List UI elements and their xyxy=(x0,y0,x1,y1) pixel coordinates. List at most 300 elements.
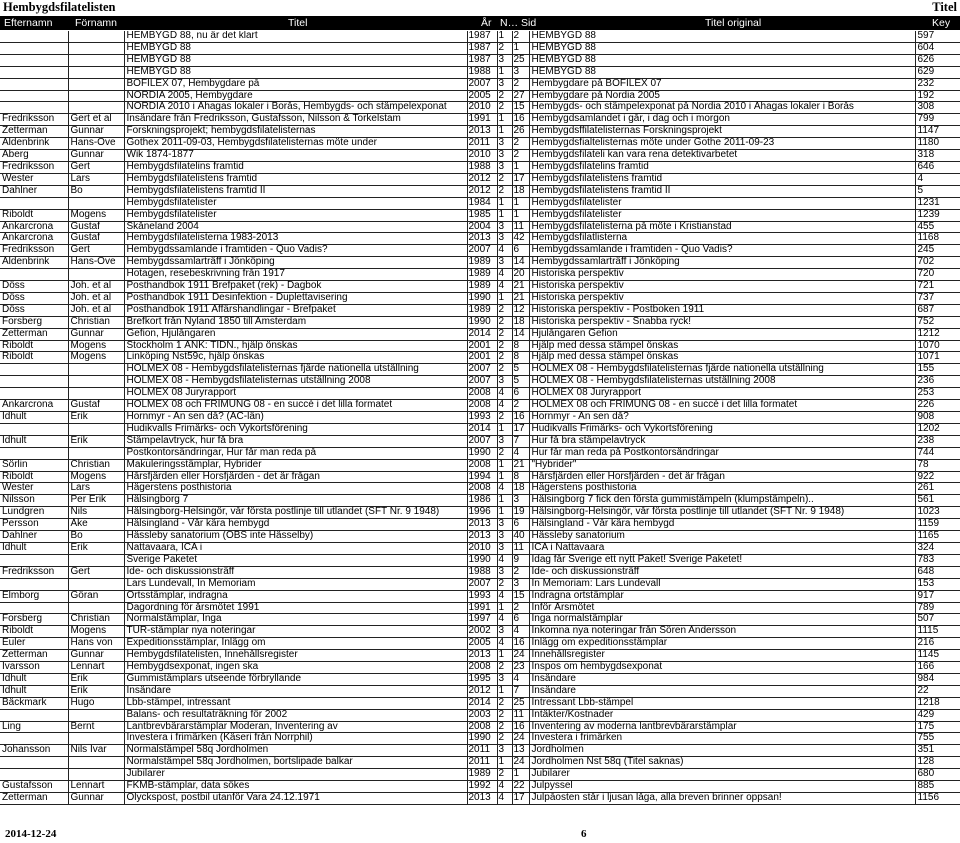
cell-titel: Hornmyr - An sen då? (AC-län) xyxy=(124,412,467,424)
publication-title: Hembygdsfilatelisten xyxy=(3,0,116,14)
cell-titel-original: Hudikvalls Frimärks- och Vykortsförening xyxy=(529,423,915,435)
cell-titel-original: Innehållsregister xyxy=(529,650,915,662)
cell-sid: 26 xyxy=(512,126,529,138)
cell-fornamn: Erik xyxy=(68,435,124,447)
cell-sid: 16 xyxy=(512,114,529,126)
cell-fornamn: Joh. et al xyxy=(68,281,124,293)
cell-ar: 2013 xyxy=(467,793,497,805)
cell-key: 22 xyxy=(915,685,960,697)
cell-ar: 1990 xyxy=(467,733,497,745)
cell-ar: 1993 xyxy=(467,412,497,424)
cell-sid: 40 xyxy=(512,531,529,543)
cell-efternamn: Zetterman xyxy=(0,328,68,340)
table-row xyxy=(0,423,960,435)
cell-fornamn: Hans-Ove xyxy=(68,257,124,269)
cell-titel-original: Inför Årsmötet xyxy=(529,602,915,614)
cell-titel-original: Historiska perspektiv xyxy=(529,292,915,304)
cell-efternamn: Ankarcrona xyxy=(0,221,68,233)
col-header-efternamn: Efternamn xyxy=(4,17,53,29)
cell-nummer: 1 xyxy=(497,650,512,662)
table-row xyxy=(0,352,960,364)
table-row xyxy=(0,245,960,257)
cell-titel-original: Hälsingborg-Helsingör, vår första postlinje till utlandet (SFT Nr. 9 1948) xyxy=(529,507,915,519)
cell-nummer: 4 xyxy=(497,245,512,257)
cell-fornamn: Bernt xyxy=(68,721,124,733)
cell-ar: 1990 xyxy=(467,554,497,566)
cell-fornamn: Erik xyxy=(68,673,124,685)
cell-titel: Skåneland 2004 xyxy=(124,221,467,233)
cell-titel: HEMBYGD 88 xyxy=(124,42,467,54)
cell-titel-original: Jordholmen Nst 58q (Titel saknas) xyxy=(529,757,915,769)
cell-ar: 2012 xyxy=(467,173,497,185)
table-row xyxy=(0,697,960,709)
cell-sid: 20 xyxy=(512,269,529,281)
cell-efternamn: Zetterman xyxy=(0,793,68,805)
cell-titel-original: Hembygdsfilatelistens framtid II xyxy=(529,185,915,197)
cell-fornamn xyxy=(68,78,124,90)
cell-fornamn: Joh. et al xyxy=(68,304,124,316)
table-row xyxy=(0,685,960,697)
cell-nummer: 3 xyxy=(497,745,512,757)
cell-fornamn: Åke xyxy=(68,519,124,531)
cell-sid: 1 xyxy=(512,197,529,209)
cell-nummer: 1 xyxy=(497,66,512,78)
cell-titel: Hårsfjärden eller Horsfjärden - det är frågan xyxy=(124,471,467,483)
cell-titel: HEMBYGD 88 xyxy=(124,54,467,66)
cell-nummer: 3 xyxy=(497,435,512,447)
cell-titel: TUR-stämplar nya noteringar xyxy=(124,626,467,638)
cell-ar: 1987 xyxy=(467,54,497,66)
table-row xyxy=(0,126,960,138)
cell-efternamn: Idhult xyxy=(0,673,68,685)
cell-sid: 21 xyxy=(512,459,529,471)
cell-key: 885 xyxy=(915,781,960,793)
cell-key: 1070 xyxy=(915,340,960,352)
table-row xyxy=(0,435,960,447)
col-header-key: Key xyxy=(932,17,951,29)
cell-sid: 14 xyxy=(512,328,529,340)
cell-titel: Gummistämplars utseende förbryllande xyxy=(124,673,467,685)
cell-fornamn: Bo xyxy=(68,185,124,197)
cell-titel-original: Hjulångaren Gefion xyxy=(529,328,915,340)
cell-titel-original: Hembygdsfilatlisterna xyxy=(529,233,915,245)
table-row xyxy=(0,281,960,293)
cell-titel-original: Hembygdsfilatelister xyxy=(529,209,915,221)
cell-fornamn: Mogens xyxy=(68,352,124,364)
cell-nummer: 3 xyxy=(497,161,512,173)
cell-fornamn: Gustaf xyxy=(68,233,124,245)
cell-titel: Investera i frimärken (Käseri från Norrphil) xyxy=(124,733,467,745)
cell-ar: 1987 xyxy=(467,31,497,42)
cell-efternamn: Idhult xyxy=(0,542,68,554)
cell-key: 917 xyxy=(915,590,960,602)
cell-ar: 2013 xyxy=(467,126,497,138)
page-number: 6 xyxy=(581,828,587,840)
cell-titel-original: In Memoriam: Lars Lundevall xyxy=(529,578,915,590)
cell-efternamn: Forsberg xyxy=(0,316,68,328)
cell-ar: 2013 xyxy=(467,650,497,662)
cell-efternamn: Döss xyxy=(0,304,68,316)
cell-sid: 1 xyxy=(512,42,529,54)
cell-key: 1218 xyxy=(915,697,960,709)
cell-titel-original: Hembygdsffilatelisternas Forskningsprojekt xyxy=(529,126,915,138)
cell-ar: 1990 xyxy=(467,292,497,304)
table-row xyxy=(0,376,960,388)
cell-fornamn: Christian xyxy=(68,614,124,626)
cell-efternamn xyxy=(0,447,68,459)
cell-key: 166 xyxy=(915,662,960,674)
col-header-titel: Titel xyxy=(288,17,308,29)
cell-titel-original: Hembygdsfilatelister xyxy=(529,197,915,209)
cell-efternamn xyxy=(0,709,68,721)
cell-fornamn: Erik xyxy=(68,685,124,697)
cell-sid: 25 xyxy=(512,697,529,709)
cell-sid: 17 xyxy=(512,423,529,435)
cell-titel: Lantbrevbärarstämplar Moderan, Inventering av xyxy=(124,721,467,733)
cell-ar: 1988 xyxy=(467,66,497,78)
cell-titel-original: Hälsingland - Vår kära hembygd xyxy=(529,519,915,531)
cell-efternamn: Fredriksson xyxy=(0,566,68,578)
cell-titel: Gefion, Hjulångaren xyxy=(124,328,467,340)
cell-titel-original: HEMBYGD 88 xyxy=(529,31,915,42)
cell-titel: Stockholm 1 ÄNK: TIDN., hjälp önskas xyxy=(124,340,467,352)
cell-fornamn xyxy=(68,757,124,769)
cell-sid: 2 xyxy=(512,78,529,90)
cell-efternamn: Nilsson xyxy=(0,495,68,507)
cell-ar: 1995 xyxy=(467,673,497,685)
cell-titel: Hembygdsfilatelisterna 1983-2013 xyxy=(124,233,467,245)
cell-nummer: 1 xyxy=(497,209,512,221)
cell-efternamn xyxy=(0,602,68,614)
cell-key: 1156 xyxy=(915,793,960,805)
cell-key: 680 xyxy=(915,769,960,781)
cell-efternamn: Dahlner xyxy=(0,531,68,543)
cell-sid: 3 xyxy=(512,578,529,590)
table-row xyxy=(0,495,960,507)
cell-fornamn xyxy=(68,578,124,590)
cell-titel: Ide- och diskussionsträff xyxy=(124,566,467,578)
cell-efternamn xyxy=(0,90,68,102)
cell-fornamn: Gert xyxy=(68,566,124,578)
cell-efternamn: Fredriksson xyxy=(0,161,68,173)
table-row xyxy=(0,650,960,662)
cell-efternamn xyxy=(0,42,68,54)
cell-fornamn xyxy=(68,709,124,721)
cell-fornamn: Gert et al xyxy=(68,114,124,126)
cell-titel-original: "Hybrider" xyxy=(529,459,915,471)
cell-titel: Postkontorsändringar, Hur får man reda på xyxy=(124,447,467,459)
cell-key: 752 xyxy=(915,316,960,328)
cell-fornamn: Mogens xyxy=(68,626,124,638)
cell-fornamn xyxy=(68,102,124,114)
cell-nummer: 1 xyxy=(497,31,512,42)
cell-sid: 21 xyxy=(512,281,529,293)
col-header-nummer: N… xyxy=(500,17,519,29)
cell-titel-original: Historiska perspektiv - Postboken 1911 xyxy=(529,304,915,316)
table-row xyxy=(0,554,960,566)
cell-fornamn xyxy=(68,269,124,281)
cell-sid: 4 xyxy=(512,626,529,638)
cell-titel-original: Indragna ortstämplar xyxy=(529,590,915,602)
table-row xyxy=(0,138,960,150)
cell-fornamn: Christian xyxy=(68,459,124,471)
table-row xyxy=(0,793,960,805)
cell-nummer: 2 xyxy=(497,185,512,197)
cell-titel: Hotagen, resebeskrivning från 1917 xyxy=(124,269,467,281)
cell-key: 1168 xyxy=(915,233,960,245)
cell-titel: NORDIA 2005, Hembygdare xyxy=(124,90,467,102)
table-row xyxy=(0,721,960,733)
cell-titel-original: ICA i Nattavaara xyxy=(529,542,915,554)
cell-titel-original: Intäkter/Kostnader xyxy=(529,709,915,721)
cell-titel: Hembygdsfilatelisten, Innehållsregister xyxy=(124,650,467,662)
cell-titel: FKMB-stämplar, data sökes xyxy=(124,781,467,793)
cell-key: 721 xyxy=(915,281,960,293)
cell-efternamn: Ling xyxy=(0,721,68,733)
cell-key: 192 xyxy=(915,90,960,102)
cell-efternamn xyxy=(0,78,68,90)
cell-key: 78 xyxy=(915,459,960,471)
col-header-ar: År xyxy=(481,17,492,29)
cell-titel-original: Hembygdsfilateli kan vara rena detektivarbetet xyxy=(529,150,915,162)
cell-sid: 2 xyxy=(512,150,529,162)
cell-efternamn: Zetterman xyxy=(0,126,68,138)
cell-key: 1147 xyxy=(915,126,960,138)
cell-key: 561 xyxy=(915,495,960,507)
cell-nummer: 3 xyxy=(497,150,512,162)
cell-titel-original: Hjälp med dessa stämpel önskas xyxy=(529,352,915,364)
cell-nummer: 1 xyxy=(497,685,512,697)
cell-efternamn xyxy=(0,31,68,42)
table-row xyxy=(0,542,960,554)
table-row xyxy=(0,102,960,114)
cell-titel-original: HOLMEX 08 och FRIMUNG 08 - en succé i det lilla formatet xyxy=(529,400,915,412)
cell-key: 324 xyxy=(915,542,960,554)
table-row xyxy=(0,566,960,578)
cell-nummer: 4 xyxy=(497,638,512,650)
cell-titel: Normalstämplar, Inga xyxy=(124,614,467,626)
cell-nummer: 2 xyxy=(497,328,512,340)
cell-fornamn xyxy=(68,423,124,435)
cell-efternamn: Fredriksson xyxy=(0,245,68,257)
cell-titel: Posthandbok 1911 Affärshandlingar - Brefpaket xyxy=(124,304,467,316)
table-row xyxy=(0,709,960,721)
cell-ar: 2002 xyxy=(467,626,497,638)
cell-efternamn: Gustafsson xyxy=(0,781,68,793)
cell-titel-original: Investera i frimärken xyxy=(529,733,915,745)
cell-ar: 2007 xyxy=(467,364,497,376)
cell-titel-original: Historiska perspektiv xyxy=(529,281,915,293)
cell-nummer: 1 xyxy=(497,757,512,769)
cell-key: 253 xyxy=(915,388,960,400)
cell-sid: 5 xyxy=(512,376,529,388)
cell-fornamn: Gunnar xyxy=(68,150,124,162)
cell-efternamn xyxy=(0,769,68,781)
cell-fornamn: Hugo xyxy=(68,697,124,709)
table-row xyxy=(0,733,960,745)
cell-nummer: 3 xyxy=(497,519,512,531)
cell-titel-original: HOLMEX 08 - Hembygdsfilatelisternas fjärde nationella utställning xyxy=(529,364,915,376)
cell-titel-original: Ide- och diskussionsträff xyxy=(529,566,915,578)
table-row xyxy=(0,531,960,543)
cell-sid: 15 xyxy=(512,590,529,602)
cell-nummer: 1 xyxy=(497,197,512,209)
cell-titel-original: Historiska perspektiv - Snabba ryck! xyxy=(529,316,915,328)
cell-key: 629 xyxy=(915,66,960,78)
cell-titel: NORDIA 2010 i Åhagas lokaler i Borås, Hembygds- och stämpelexponat xyxy=(124,102,467,114)
cell-nummer: 1 xyxy=(497,459,512,471)
cell-sid: 4 xyxy=(512,673,529,685)
cell-sid: 16 xyxy=(512,638,529,650)
cell-titel: HEMBYGD 88, nu är det klart xyxy=(124,31,467,42)
cell-titel-original: Hembygdsfialtelisternas möte under Gothe 2011-09-23 xyxy=(529,138,915,150)
cell-fornamn: Hans-Ove xyxy=(68,138,124,150)
cell-titel-original: Historiska perspektiv xyxy=(529,269,915,281)
cell-nummer: 3 xyxy=(497,531,512,543)
cell-fornamn: Erik xyxy=(68,542,124,554)
cell-fornamn xyxy=(68,364,124,376)
col-header-fornamn: Förnamn xyxy=(75,17,118,29)
cell-ar: 1989 xyxy=(467,257,497,269)
table-row xyxy=(0,483,960,495)
cell-nummer: 1 xyxy=(497,126,512,138)
cell-key: 922 xyxy=(915,471,960,483)
cell-sid: 24 xyxy=(512,650,529,662)
table-row xyxy=(0,412,960,424)
cell-sid: 16 xyxy=(512,412,529,424)
cell-sid: 11 xyxy=(512,542,529,554)
cell-efternamn xyxy=(0,102,68,114)
cell-ar: 1988 xyxy=(467,161,497,173)
cell-key: 783 xyxy=(915,554,960,566)
cell-nummer: 3 xyxy=(497,257,512,269)
cell-efternamn xyxy=(0,757,68,769)
cell-fornamn: Christian xyxy=(68,316,124,328)
cell-key: 351 xyxy=(915,745,960,757)
table-row xyxy=(0,31,960,42)
cell-titel-original: HEMBYGD 88 xyxy=(529,42,915,54)
cell-ar: 2001 xyxy=(467,340,497,352)
cell-efternamn: Fredriksson xyxy=(0,114,68,126)
cell-fornamn: Joh. et al xyxy=(68,292,124,304)
table-row xyxy=(0,578,960,590)
cell-key: 720 xyxy=(915,269,960,281)
cell-ar: 1989 xyxy=(467,304,497,316)
cell-efternamn: Idhult xyxy=(0,435,68,447)
cell-titel: Ortsstämplar, indragna xyxy=(124,590,467,602)
cell-sid: 42 xyxy=(512,233,529,245)
table-row xyxy=(0,519,960,531)
cell-efternamn: Aldenbrink xyxy=(0,257,68,269)
table-row xyxy=(0,340,960,352)
cell-key: 744 xyxy=(915,447,960,459)
table-row xyxy=(0,662,960,674)
table-row xyxy=(0,304,960,316)
cell-nummer: 2 xyxy=(497,316,512,328)
cell-nummer: 3 xyxy=(497,233,512,245)
cell-titel-original: Hembygdsfilatelins framtid xyxy=(529,161,915,173)
cell-sid: 6 xyxy=(512,245,529,257)
cell-efternamn xyxy=(0,66,68,78)
cell-sid: 14 xyxy=(512,257,529,269)
cell-titel-original: Hornmyr - An sen då? xyxy=(529,412,915,424)
cell-key: 175 xyxy=(915,721,960,733)
cell-ar: 2007 xyxy=(467,78,497,90)
table-row xyxy=(0,209,960,221)
cell-key: 1202 xyxy=(915,423,960,435)
cell-key: 626 xyxy=(915,54,960,66)
cell-fornamn xyxy=(68,733,124,745)
cell-ar: 2007 xyxy=(467,245,497,257)
cell-key: 1239 xyxy=(915,209,960,221)
cell-ar: 1985 xyxy=(467,209,497,221)
cell-ar: 2007 xyxy=(467,435,497,447)
cell-titel-original: Inventering av moderna lantbrevbärarstämplar xyxy=(529,721,915,733)
cell-nummer: 4 xyxy=(497,590,512,602)
cell-titel-original: Hässleby sanatorium xyxy=(529,531,915,543)
cell-sid: 17 xyxy=(512,793,529,805)
cell-ar: 1993 xyxy=(467,590,497,602)
cell-ar: 2007 xyxy=(467,578,497,590)
cell-ar: 2010 xyxy=(467,542,497,554)
table-row xyxy=(0,781,960,793)
cell-fornamn: Gustaf xyxy=(68,221,124,233)
cell-fornamn: Hans von xyxy=(68,638,124,650)
cell-fornamn xyxy=(68,554,124,566)
cell-key: 238 xyxy=(915,435,960,447)
cell-nummer: 1 xyxy=(497,495,512,507)
table-row xyxy=(0,197,960,209)
cell-key: 226 xyxy=(915,400,960,412)
cell-sid: 13 xyxy=(512,745,529,757)
cell-ar: 2014 xyxy=(467,328,497,340)
cell-nummer: 2 xyxy=(497,42,512,54)
cell-key: 5 xyxy=(915,185,960,197)
sort-field-label: Titel xyxy=(932,0,957,14)
cell-key: 1165 xyxy=(915,531,960,543)
cell-sid: 8 xyxy=(512,471,529,483)
cell-key: 755 xyxy=(915,733,960,745)
cell-sid: 2 xyxy=(512,400,529,412)
cell-fornamn: Lars xyxy=(68,483,124,495)
cell-sid: 21 xyxy=(512,292,529,304)
table-row xyxy=(0,269,960,281)
cell-titel: Hälsingborg 7 xyxy=(124,495,467,507)
cell-nummer: 1 xyxy=(497,423,512,435)
cell-ar: 2010 xyxy=(467,150,497,162)
table-row xyxy=(0,769,960,781)
cell-ar: 2008 xyxy=(467,400,497,412)
cell-fornamn: Gunnar xyxy=(68,650,124,662)
page-footer xyxy=(0,828,960,842)
cell-key: 646 xyxy=(915,161,960,173)
cell-fornamn: Lennart xyxy=(68,781,124,793)
cell-titel-original: Hembygdsamlandet i går, i dag och i morgon xyxy=(529,114,915,126)
cell-titel-original: Hembygdare på BOFILEX 07 xyxy=(529,78,915,90)
table-row xyxy=(0,233,960,245)
cell-titel-original: Julpyssel xyxy=(529,781,915,793)
cell-nummer: 2 xyxy=(497,578,512,590)
cell-efternamn: Johansson xyxy=(0,745,68,757)
cell-ar: 1988 xyxy=(467,566,497,578)
cell-key: 429 xyxy=(915,709,960,721)
cell-titel: Normalstämpel 58q Jordholmen, bortslipade balkar xyxy=(124,757,467,769)
cell-titel: Makuleringsstämplar, Hybrider xyxy=(124,459,467,471)
cell-titel: Dagordning för årsmötet 1991 xyxy=(124,602,467,614)
cell-nummer: 2 xyxy=(497,412,512,424)
col-header-sid: Sid xyxy=(521,17,537,29)
table-row xyxy=(0,364,960,376)
